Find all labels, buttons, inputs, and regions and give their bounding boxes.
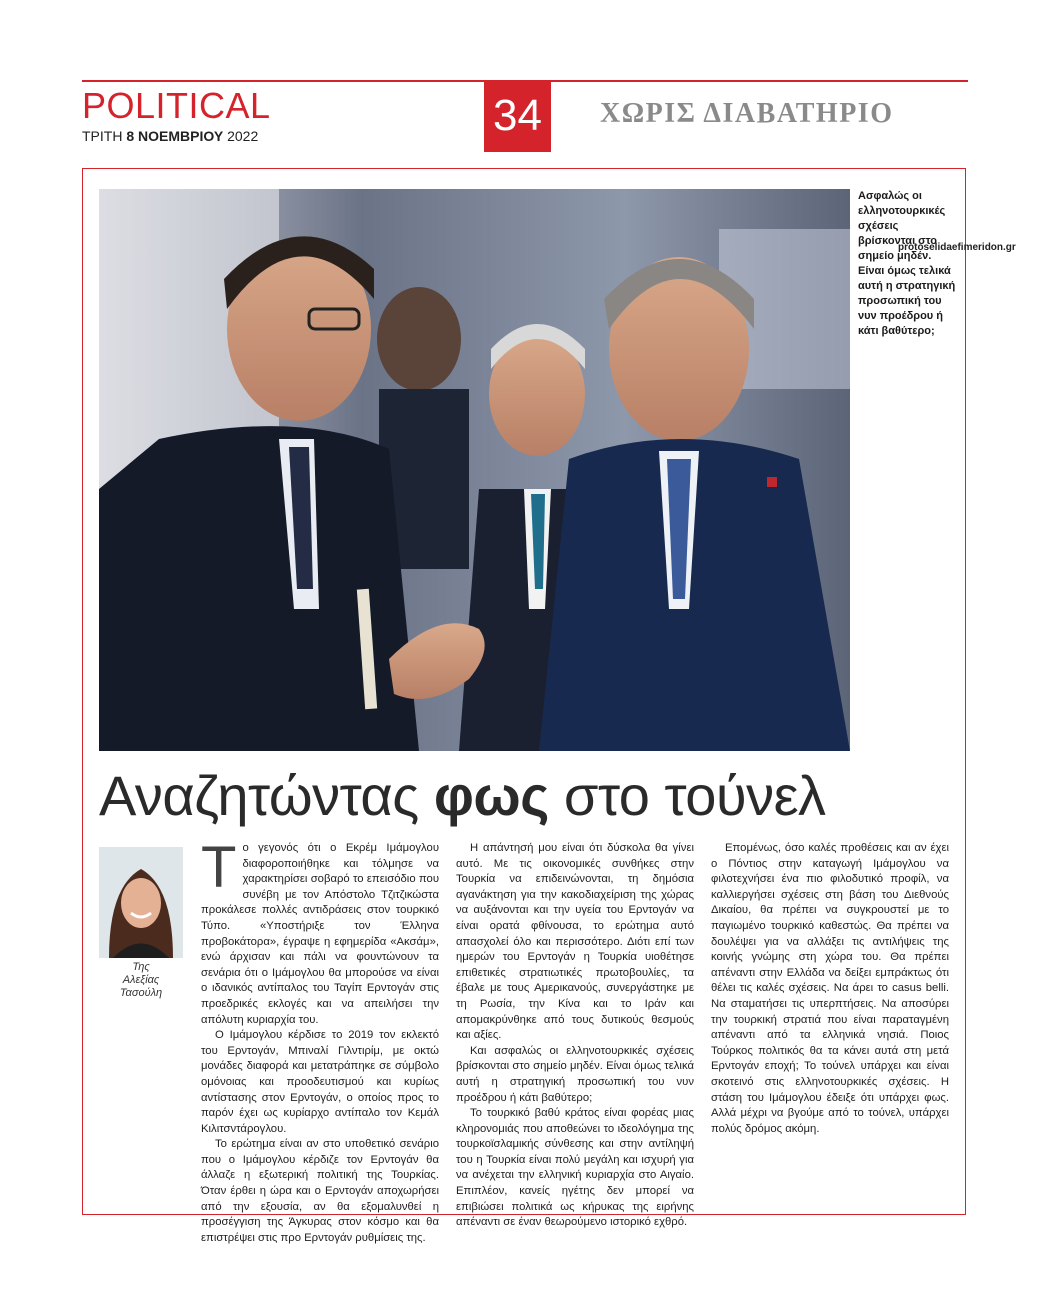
article-paragraph: Το ερώτημα είναι αν στο υποθετικό σενάριο που ο Ιμάμογλου κέρδιζε τον Ερντογάν θα άλλαζε η εξωτερική πολιτική της Τουρκίας. Όταν έρθει η ώρα και ο Ερντογάν αποχωρήσει από την εξουσία, αν θα εξομαλυνθεί η προσέγγιση της Άγκυρας στον κόσμο και θα επιστρέψει στις προ Ερντογάν ρυθμίσεις της. <box>201 1138 439 1244</box>
article-paragraph: Η απάντησή μου είναι ότι δύσκολα θα γίνει αυτό. Με τις οικονομικές συνθήκες στην Τουρκία να επιδεινώνονται, τη δημόσια αγανάκτηση για την κακοδιαχείριση της χώρας να αυξάνονται και την υγεία του Ερντογάν να είναι ορατά φθίνουσα, το ερώτημα αυτό απασχολεί όλο και περισσότερο. Διότι επί των ημερών του Ερντογάν η Τουρκία υιοθέτησε επιθετικές στρατιωτικές πρωτοβουλίες, τα έβαλε με τους Αμερικανούς, συνεργάστηκε με τη Ρωσία, την Κίνα και το Ιράν και απομακρύνθηκε από τους δυτικούς θεσμούς και αξίες. <box>456 842 694 1042</box>
drop-cap: Τ <box>201 835 237 900</box>
headline-bold-word: φως <box>433 764 549 827</box>
article-column-1 <box>201 835 439 1246</box>
author-line-1: Της <box>132 961 150 973</box>
date-year: 2022 <box>227 128 259 144</box>
article-paragraph: Ο Ιμάμογλου κέρδισε το 2019 τον εκλεκτό του Ερντογάν, Μπιναλί Γιλντιρίμ, με οκτώ μονάδες διαφορά και μετατράπηκε σε σύμβολο ομόνοιας και προοδευτισμού και κυρίως αντίστασης στον Ερντογάν, ο οποίος προς το παρόν έχει ως κυρίαρχο αντίπαλο τον Κεμάλ Κιλιτσντάρογλου. <box>201 1029 439 1135</box>
page-number: 34 <box>484 80 551 152</box>
photo-caption: Ασφαλώς οι ελληνοτουρκικές σχέσεις βρίσκονται στο σημείο μηδέν. Είναι όμως τελικά αυτή η στρατηγική προσωπική του νυν προέδρου ή κάτι βαθύτερο; <box>858 190 956 337</box>
headline-part-3: στο τούνελ <box>548 764 826 827</box>
paragraph-text: ο γεγονός ότι ο Εκρέμ Ιμάμογλου διαφοροποιήθηκε και τόλμησε να χαρακτηρίσει σοβαρό το επεισόδιο που συνέβη με τον Απόστολο Τζιτζικώστα προκάλεσε πολλές αντιδράσεις στον τουρκικό Τύπο. «Υποστήριξε τον Έλληνα προβοκάτορα», έγραψε η εφημερίδα «Ακσάμ», ενώ άρχισαν και πάλι να φουντώνουν τα σενάρια ότι ο Ιμάμογλου θα μπορούσε να είναι ο ιδανικός αντίπαλος του Ταγίπ Ερντογάν στις προεδρικές εκλογές και να απειλήσει την απόλυτη κυριαρχία του. <box>201 842 439 1026</box>
headline <box>99 760 899 832</box>
article-paragraph: Επομένως, όσο καλές προθέσεις και αν έχει ο Πόντιος στην καταγωγή Ιμάμογλου να φιλοτεχνήσει ένα πιο φιλοδυτικό προφίλ, να καλλιεργήσει σχέσεις στη βάση του Διεθνούς Δικαίου, θα πρέπει να συγκρουστεί με το παγιωμένο τουρκικό καθεστώς. Θα πρέπει να δουλέψει για να αλλάξει τις αντιλήψεις της κοινής γνώμης στη χώρα του. Θα πρέπει απέναντι στην Ελλάδα να δείξει εμπράκτως ότι θέλει τις καλές σχέσεις. Να άρει το casus belli. Να σταματήσει τις υπερπτήσεις. Να αποσύρει την τουρκική στρατιά που είναι παραταγμένη απέναντι από τα ελληνικά νησιά. Ποιος Τούρκος πολιτικός θα τα κάνει αυτά στη μετά Ερντογάν εποχή; Το τούνελ υπάρχει και είναι σκοτεινό στις ελληνοτουρκικές σχέσεις. Η στάση του Ιμάμογλου έδειξε ότι υπάρχει φως. Αλλά μέχρι να βγούμε από το τούνελ, υπάρχει πολύς δρόμος ακόμη. <box>711 842 949 1135</box>
article-column-3 <box>711 841 949 1137</box>
author-line-3: Τασούλη <box>119 987 163 999</box>
column-title: ΧΩΡΙΣ ΔΙΑΒΑΤΗΡΙΟ <box>600 98 894 129</box>
date-day: ΤΡΙΤΗ <box>82 128 123 144</box>
photo-illustration <box>99 189 850 751</box>
section-title: POLITICAL <box>82 85 271 126</box>
watermark: protoselidaefimeridon.gr <box>898 242 1016 253</box>
article-paragraph <box>201 835 439 1028</box>
headline-part-1: Αναζητώντας <box>99 764 434 827</box>
issue-date <box>82 128 258 144</box>
article-paragraph: Το τουρκικό βαθύ κράτος είναι φορέας μιας κληρονομιάς που αποθεώνει το ιδεολόγημα της τουρκοϊσλαμικής σύνθεσης και στην αντίληψή του η Τουρκία είναι πολύ μεγάλη και ισχυρή για να ανέχεται την ελληνική κυριαρχία στο Αιγαίο. Επιπλέον, κανείς ηγέτης δεν μπορεί να επιβιώσει πολιτικά ως κήρυκας της ειρήνης απέναντι σε έναν θεωρούμενο ιστορικό εχθρό. <box>456 1107 694 1229</box>
author-byline <box>99 961 183 1000</box>
article-photo <box>99 189 850 751</box>
article-paragraph: Και ασφαλώς οι ελληνοτουρκικές σχέσεις βρίσκονται στο σημείο μηδέν. Είναι όμως τελικά αυτή η στρατηγική προσωπική του νυν προέδρου ή κάτι βαθύτερο; <box>456 1044 694 1104</box>
author-portrait <box>99 847 183 958</box>
author-photo <box>99 847 183 958</box>
date-day-month: 8 ΝΟΕΜΒΡΙΟΥ <box>126 128 224 144</box>
author-line-2: Αλεξίας <box>122 974 160 986</box>
article-column-2 <box>456 841 694 1231</box>
